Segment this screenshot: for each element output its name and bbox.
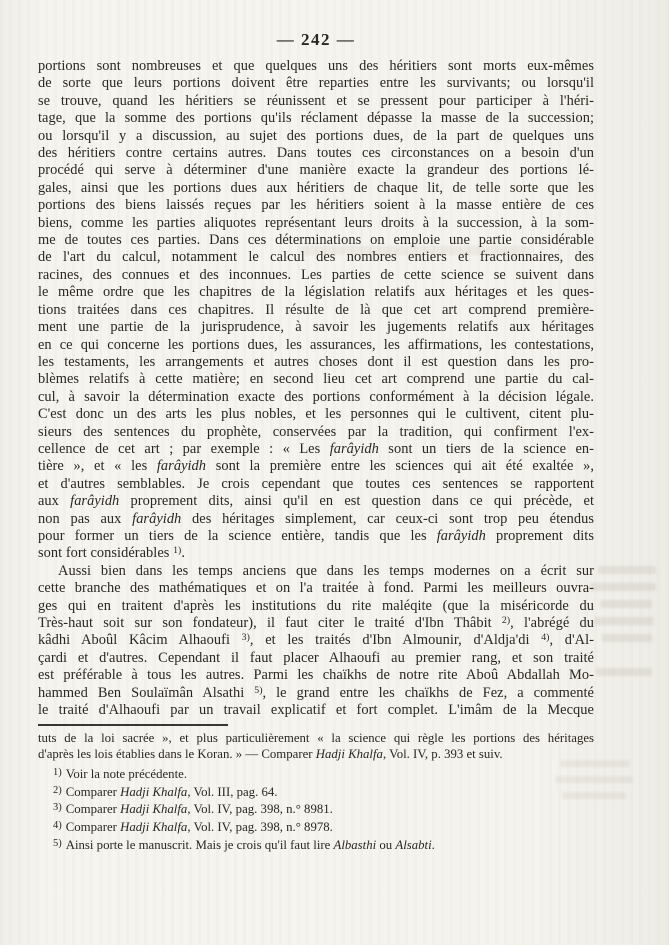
- show-through-smudge: [602, 634, 652, 642]
- text-line: tions traitées dans ces chapitres. Il résulte de là que cet art comprend première-: [38, 301, 594, 318]
- show-through-smudge: [590, 583, 656, 591]
- footnote-item: $^{3)}$ Comparer Hadji Khalfa, Vol. IV, pag. 398, n.° 8981.: [53, 802, 333, 817]
- footnote-list: [38, 765, 594, 853]
- footnote-marker: 3): [53, 802, 62, 814]
- text-line: sont fort considérables $^{1)}$.: [38, 545, 185, 562]
- text-line: racines, des connues et des inconnues. Les parties de cette science se suivent dans: [38, 266, 594, 283]
- paragraph-2: [38, 563, 594, 720]
- text-line: ges qui en traitent d'après les institutions du rite maléqite (que la miséricorde du: [38, 597, 594, 614]
- text-line: gales, ainsi que les portions dues aux héritiers de chaque lit, de telle sorte que les: [38, 179, 594, 196]
- text-line: le même ordre que les chapitres de la législation relatifs aux héritages et les ques-: [38, 284, 594, 301]
- paragraph-1: [38, 58, 594, 563]
- text-line: cette branche des mathématiques et on l'a traitée à fond. Parmi les meilleurs ouvra-: [38, 580, 594, 597]
- text-line: cellence de cet art ; par exemple : « Les farâyidh sont un tiers de la science en-: [38, 440, 595, 457]
- show-through-smudge: [600, 600, 652, 608]
- text-line: hammed Ben Soulaïmân Alsathi $^{5)}$, le grand entre les chaïkhs de Fez, a commenté: [38, 684, 594, 701]
- text-line: tage, que la somme des portions qu'ils réclament dépasse la masse de la succession;: [38, 110, 594, 127]
- text-line: biens, comme les parties aliquotes représentant leurs droits à la succession, à la som-: [38, 214, 594, 231]
- text-line: tuts de la loi sacrée », et plus particulièrement « la science qui règle les portions des héritages: [38, 731, 594, 746]
- text-line: portions sont nombreuses et que quelques uns des héritiers sont morts eux-mêmes: [38, 58, 594, 74]
- show-through-smudge: [596, 668, 652, 676]
- text-line: Aussi bien dans les temps anciens que dans les temps modernes on a écrit sur: [58, 562, 594, 579]
- footnote-item: $^{4)}$ Comparer Hadji Khalfa, Vol. IV, pag. 398, n.° 8978.: [53, 820, 333, 835]
- text-line: se trouve, quand les héritiers se réunissent et se pressent pour participer à l'héri-: [38, 92, 594, 109]
- text-line: les testaments, les arrangements et autres choses dont il est question dans les pro-: [38, 353, 594, 370]
- text-line: en ce qui concerne les portions dues, les assurances, les affirmations, les contestations,: [38, 336, 594, 353]
- text-line: me de toutes ces parties. Dans ces déterminations on emploie une partie considérable: [38, 232, 594, 249]
- show-through-smudge: [598, 566, 656, 574]
- text-line: des héritiers contre certains autres. Dans toutes ces circonstances on a besoin d'un: [38, 145, 594, 162]
- text-line: çardi et d'autres. Cependant il faut placer Alhaoufi au premier rang, et son traité: [38, 649, 594, 666]
- text-line: ment une partie de la jurisprudence, à savoir les jugements relatifs aux héritages: [38, 319, 594, 336]
- footnote-separator: [38, 724, 228, 726]
- text-line: cul, à savoir la détermination exacte des portions conformément à la décision légale.: [38, 388, 594, 405]
- text-line: sieurs des sentences du prophète, conservées par la tradition, qui confirment l'ex-: [38, 423, 594, 440]
- footnote-marker: 4): [53, 820, 62, 832]
- text-line: pour former un tiers de la science entière, tandis que les farâyidh proprement dits: [38, 527, 594, 544]
- footnote-continuation: [38, 731, 594, 763]
- text-line: blèmes relatifs à cette matière; en second lieu cet art comprend une partie du cal-: [38, 371, 594, 388]
- text-line: tière », et « les farâyidh sont la première entre les sciences qui ait été exaltée »,: [38, 458, 594, 475]
- text-line: est préférable à tous les autres. Parmi les chaïkhs de notre rite Aboû Abdallah Mo-: [38, 667, 594, 684]
- footnote-item: $^{2)}$ Comparer Hadji Khalfa, Vol. III, pag. 64.: [53, 784, 278, 799]
- text-line: Très-haut soit sur son fondateur), il faut citer le traité d'Ibn Thâbit $^{2)}$, l'abrégé du: [38, 615, 594, 631]
- text-line: aux farâyidh proprement dits, ainsi qu'il en est question dans ce qui précède, et: [38, 493, 595, 510]
- footnote-item: $^{1)}$ Voir la note précédente.: [53, 767, 188, 782]
- text-line: C'est donc un des arts les plus nobles, et les personnes qui le cultivent, citent plu-: [38, 406, 594, 423]
- footnote-marker: 5): [53, 837, 62, 849]
- text-block: [38, 58, 594, 853]
- text-line: kâdhi Aboûl Kâcim Alhaoufi $^{3)}$, et les traités d'Ibn Almounir, d'Aldja'di $^{4)}$, d'Al-: [38, 632, 594, 649]
- text-line: procédé qui serve à déterminer d'une manière exacte la grandeur des portions lé-: [38, 162, 594, 179]
- show-through-smudge: [594, 617, 654, 625]
- text-line: de l'art du calcul, notamment le calcul des nombres entiers et fractionnaires, des: [38, 249, 594, 266]
- text-line: ou lorsqu'il y a discussion, au sujet des portions dues, de la part de quelques uns: [38, 127, 594, 144]
- footnote-marker: 1): [53, 767, 62, 779]
- footnote-item: $^{5)}$ Ainsi porte le manuscrit. Mais je crois qu'il faut lire Albasthi ou Alsabti.: [53, 837, 435, 852]
- text-line: portions des biens laissés reçues par les héritiers soient à la masse entière de ces: [38, 197, 594, 214]
- footnote-marker: 2): [53, 784, 62, 796]
- text-line: de sorte que leurs portions doivent être reparties entre les survivants; ou lorsqu'il: [38, 75, 594, 92]
- text-line: le traité d'Alhaoufi par un travail explicatif et fort complet. L'imâm de la Mecque: [38, 702, 594, 719]
- text-line: d'après les lois établies dans le Koran. » — Comparer Hadji Khalfa, Vol. IV, p. 393 et suiv.: [38, 747, 503, 762]
- text-line: et d'autres semblables. Je crois cependant que toutes ces sentences se rapportent: [38, 475, 594, 492]
- text-line: non pas aux farâyidh des héritages simplement, car ceux-ci sont trop peu étendus: [38, 510, 594, 527]
- page-number: — 242 —: [276, 30, 356, 49]
